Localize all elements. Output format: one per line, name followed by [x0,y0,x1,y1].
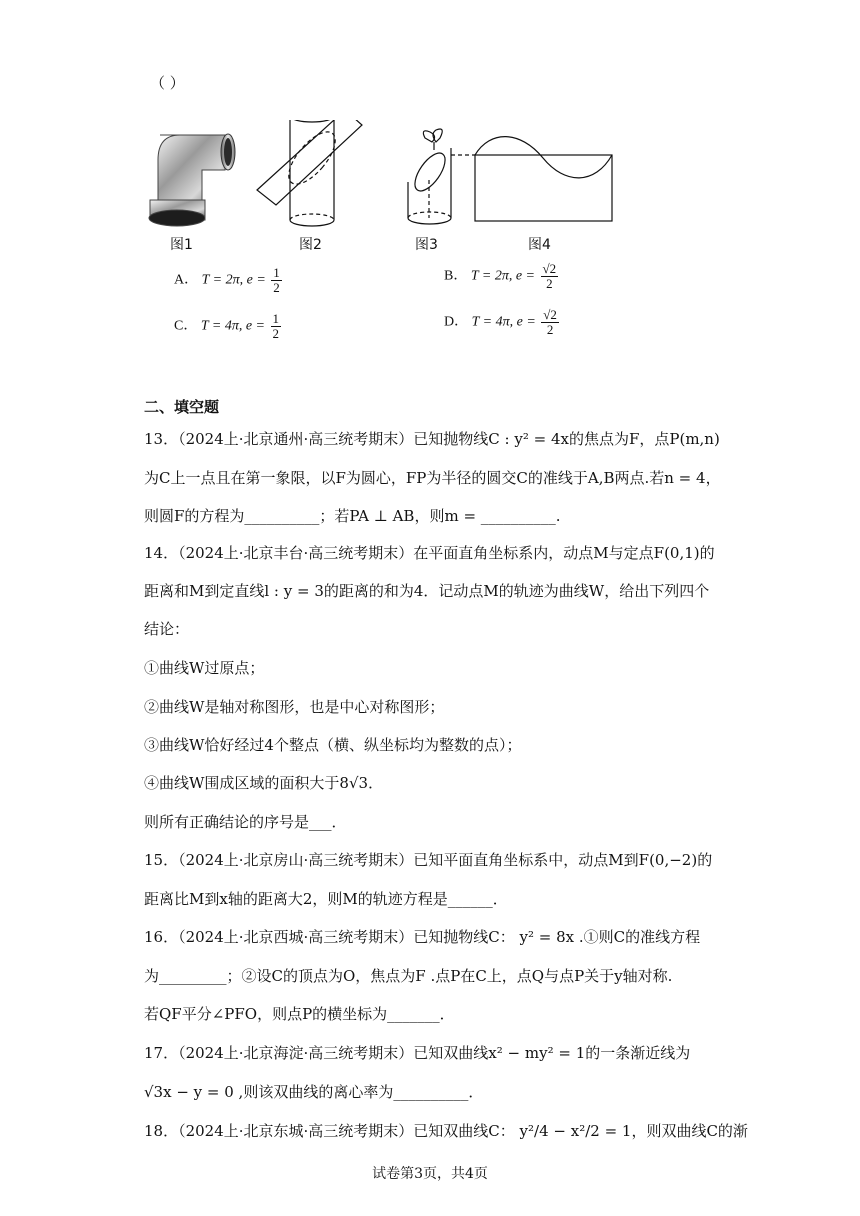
section-heading: 二、填空题 [144,398,220,416]
figures-1-4 [140,120,640,255]
q15-line-2: 距离比M到x轴的距离大2，则M的轨迹方程是______． [144,890,508,908]
q14-conclusion-3: ③曲线W恰好经过4个整点（横、纵坐标均为整数的点）； [144,736,522,754]
answer-blank-paren: （ ） [150,74,185,92]
q18-line-1: 18．（2024上·北京东城·高三统考期末）已知双曲线C： y²/4 − x²/2 = 1，则双曲线C的渐 [144,1122,748,1140]
option-d[interactable]: D． T = 4π, e = $\frac{√2}{2}$ [444,307,557,337]
q14-conclusion-1: ①曲线W过原点； [144,659,265,677]
figure-4-label: 图4 [528,237,551,253]
q16-line-2: 为_________；②设C的顶点为O，焦点为F .点P在C上，点Q与点P关于y轴对称. [144,967,673,985]
figure-3-cut-cylinder [408,129,475,224]
page-footer: 试卷第3页，共4页 [372,1166,488,1182]
q14-line-3: 结论： [144,620,190,638]
figure-1-label: 图1 [170,237,193,253]
figure-2-label: 图2 [299,237,322,253]
q15-line-1: 15．（2024上·北京房山·高三统考期末）已知平面直角坐标系中，动点M到F(0,−2)的 [144,851,713,869]
q14-line-2: 距离和M到定直线l : y = 3的距离的和为4．记动点M的轨迹为曲线W，给出下列四个 [144,582,710,600]
q14-line-1: 14．（2024上·北京丰台·高三统考期末）在平面直角坐标系内，动点M与定点F(0,1)的 [144,544,715,562]
q13-line-2: 为C上一点且在第一象限，以F为圆心，FP为半径的圆交C的准线于A,B两点.若n = 4， [144,469,721,487]
figure-4-sine-curve [475,137,612,221]
q14-conclusion-2: ②曲线W是轴对称图形，也是中心对称图形； [144,698,445,716]
q13-line-3: 则圆F的方程为__________；若PA ⊥ AB，则m = __________. [144,507,561,525]
option-a[interactable]: A． T = 2π, e = $\frac{1}{2}$ [174,265,280,295]
q17-line-2: √3x − y = 0 ,则该双曲线的离心率为__________． [144,1083,484,1101]
q13-line-1: 13．（2024上·北京通州·高三统考期末）已知抛物线C : y² = 4x的焦点为F，点P(m,n) [144,430,720,448]
option-c[interactable]: C． T = 4π, e = $\frac{1}{2}$ [174,311,279,341]
figure-2-cylinder-plane [257,120,362,226]
q14-prompt: 则所有正确结论的序号是___． [144,813,347,831]
q16-line-3: 若QF平分∠PFO，则点P的横坐标为_______． [144,1005,455,1023]
q14-conclusion-4: ④曲线W围成区域的面积大于8√3． [144,774,384,792]
q16-line-1: 16．（2024上·北京西城·高三统考期末）已知抛物线C： y² = 8x .①则C的准线方程 [144,928,701,946]
figure-3-label: 图3 [415,237,438,253]
q17-line-1: 17．（2024上·北京海淀·高三统考期末）已知双曲线x² − my² = 1的一条渐近线为 [144,1044,691,1062]
figure-1-elbow-pipe [149,134,235,226]
option-b[interactable]: B． T = 2π, e = $\frac{√2}{2}$ [444,261,557,291]
